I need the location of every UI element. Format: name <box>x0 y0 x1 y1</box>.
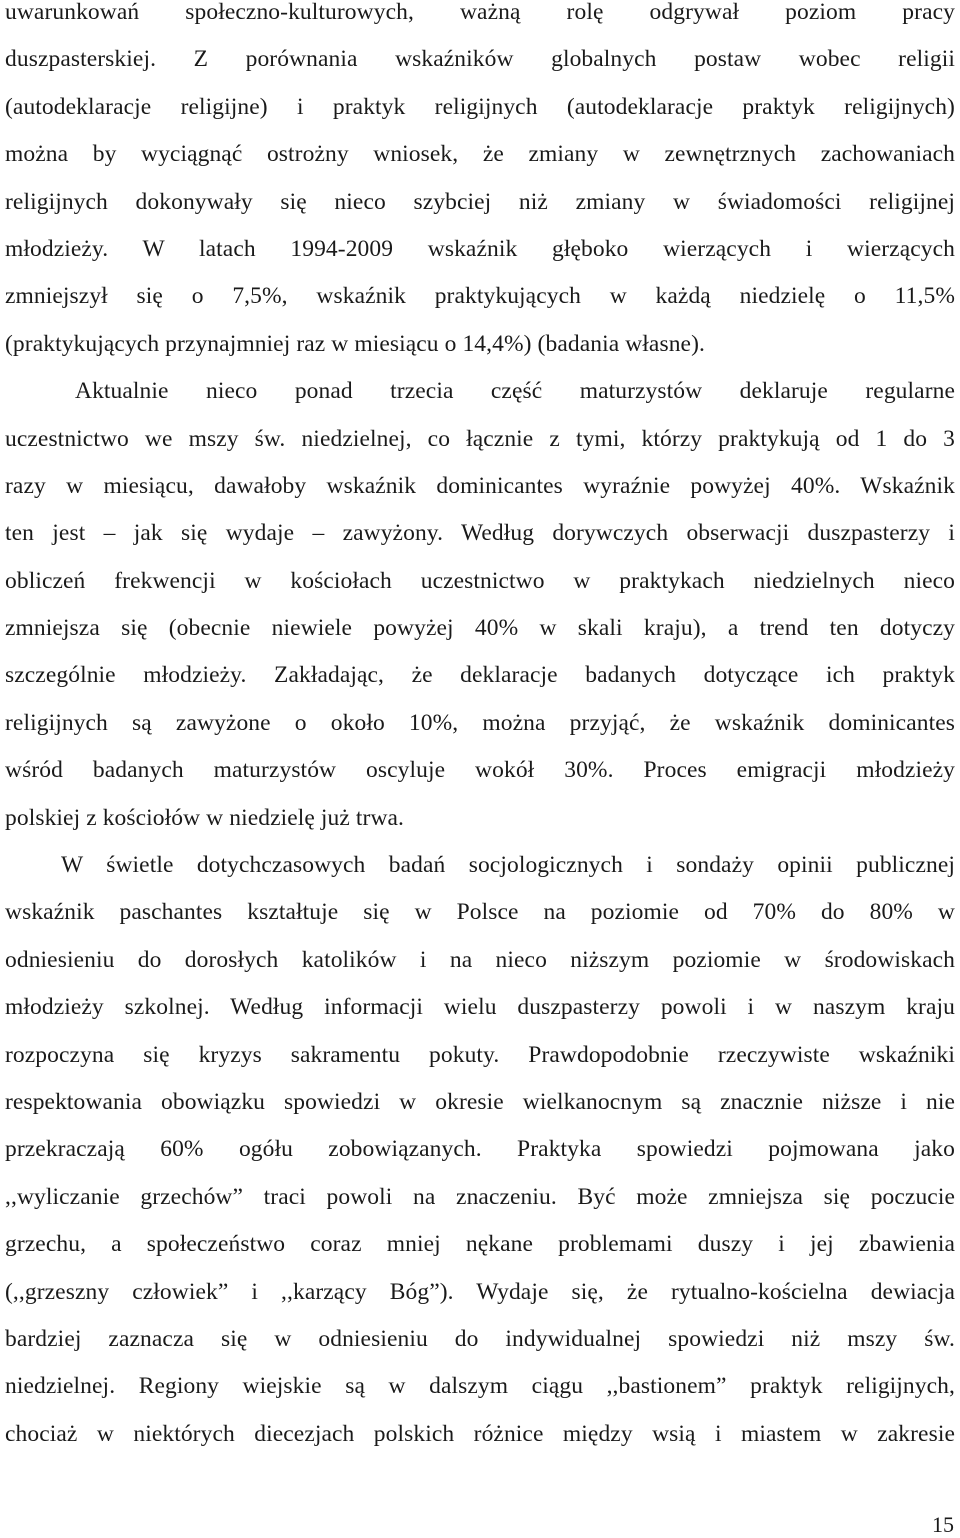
document-body <box>5 0 955 1458</box>
text-line: bardziej zaznacza się w odniesieniu do indywidualnej spowiedzi niż mszy św. <box>5 1325 955 1352</box>
text-line: rozpoczyna się kryzys sakramentu pokuty. Prawdopodobnie rzeczywiste wskaźniki <box>5 1041 955 1068</box>
text-line: szczególnie młodzieży. Zakładając, że deklaracje badanych dotyczące ich praktyk <box>5 662 955 689</box>
text-line: W świetle dotychczasowych badań socjologicznych i sondaży opinii publicznej <box>61 852 955 879</box>
text-line: polskiej z kościołów w niedzielę już trwa. <box>5 804 405 831</box>
text-line: wśród badanych maturzystów oscyluje wokół 30%. Proces emigracji młodzieży <box>5 757 955 784</box>
text-line: niedzielnej. Regiony wiejskie są w dalszym ciągu ,,bastionem” praktyk religijnych, <box>5 1373 955 1400</box>
text-line: odniesieniu do dorosłych katolików i na nieco niższym poziomie w środowiskach <box>5 946 955 973</box>
page-number: 15 <box>932 1512 954 1537</box>
text-line: religijnych dokonywały się nieco szybciej niż zmiany w świadomości religijnej <box>5 188 955 215</box>
text-line: chociaż w niektórych diecezjach polskich różnice między wsią i miastem w zakresie <box>5 1420 955 1447</box>
text-line: młodzieży szkolnej. Według informacji wielu duszpasterzy powoli i w naszym kraju <box>5 994 955 1021</box>
text-line: przekraczają 60% ogółu zobowiązanych. Praktyka spowiedzi pojmowana jako <box>5 1136 955 1163</box>
text-line: religijnych są zawyżone o około 10%, można przyjąć, że wskaźnik dominicantes <box>5 709 955 736</box>
text-line: duszpasterskiej. Z porównania wskaźników globalnych postaw wobec religii <box>5 46 955 73</box>
text-line: uczestnictwo we mszy św. niedzielnej, co łącznie z tymi, którzy praktykują od 1 do 3 <box>5 425 955 452</box>
text-line: wskaźnik paschantes kształtuje się w Polsce na poziomie od 70% do 80% w <box>5 899 955 926</box>
text-line: Aktualnie nieco ponad trzecia część maturzystów deklaruje regularne <box>75 378 955 405</box>
text-line: razy w miesiącu, dawałoby wskaźnik dominicantes wyraźnie powyżej 40%. Wskaźnik <box>5 472 955 499</box>
text-line: zmniejsza się (obecnie niewiele powyżej 40% w skali kraju), a trend ten dotyczy <box>5 615 955 642</box>
text-line: (,,grzeszny człowiek” i ,,karzący Bóg”). Wydaje się, że rytualno-kościelna dewiacja <box>5 1278 955 1305</box>
text-line: (praktykujących przynajmniej raz w miesiącu o 14,4%) (badania własne). <box>5 330 705 357</box>
text-line: respektowania obowiązku spowiedzi w okresie wielkanocnym są znacznie niższe i nie <box>5 1088 955 1115</box>
text-line: (autodeklaracje religijne) i praktyk religijnych (autodeklaracje praktyk religijnych) <box>5 93 955 120</box>
text-line: obliczeń frekwencji w kościołach uczestnictwo w praktykach niedzielnych nieco <box>5 567 955 594</box>
text-line: ,,wyliczanie grzechów” traci powoli na znaczeniu. Być może zmniejsza się poczucie <box>5 1183 955 1210</box>
text-line: zmniejszył się o 7,5%, wskaźnik praktykujących w każdą niedzielę o 11,5% <box>5 283 955 310</box>
text-line: ten jest – jak się wydaje – zawyżony. Według dorywczych obserwacji duszpasterzy i <box>5 520 955 547</box>
text-line: młodzieży. W latach 1994-2009 wskaźnik głęboko wierzących i wierzących <box>5 235 955 262</box>
text-line: można by wyciągnąć ostrożny wniosek, że zmiany w zewnętrznych zachowaniach <box>5 141 955 168</box>
text-line: uwarunkowań społeczno-kulturowych, ważną rolę odgrywał poziom pracy <box>5 0 955 25</box>
text-line: grzechu, a społeczeństwo coraz mniej nękane problemami duszy i jej zbawienia <box>5 1231 955 1258</box>
